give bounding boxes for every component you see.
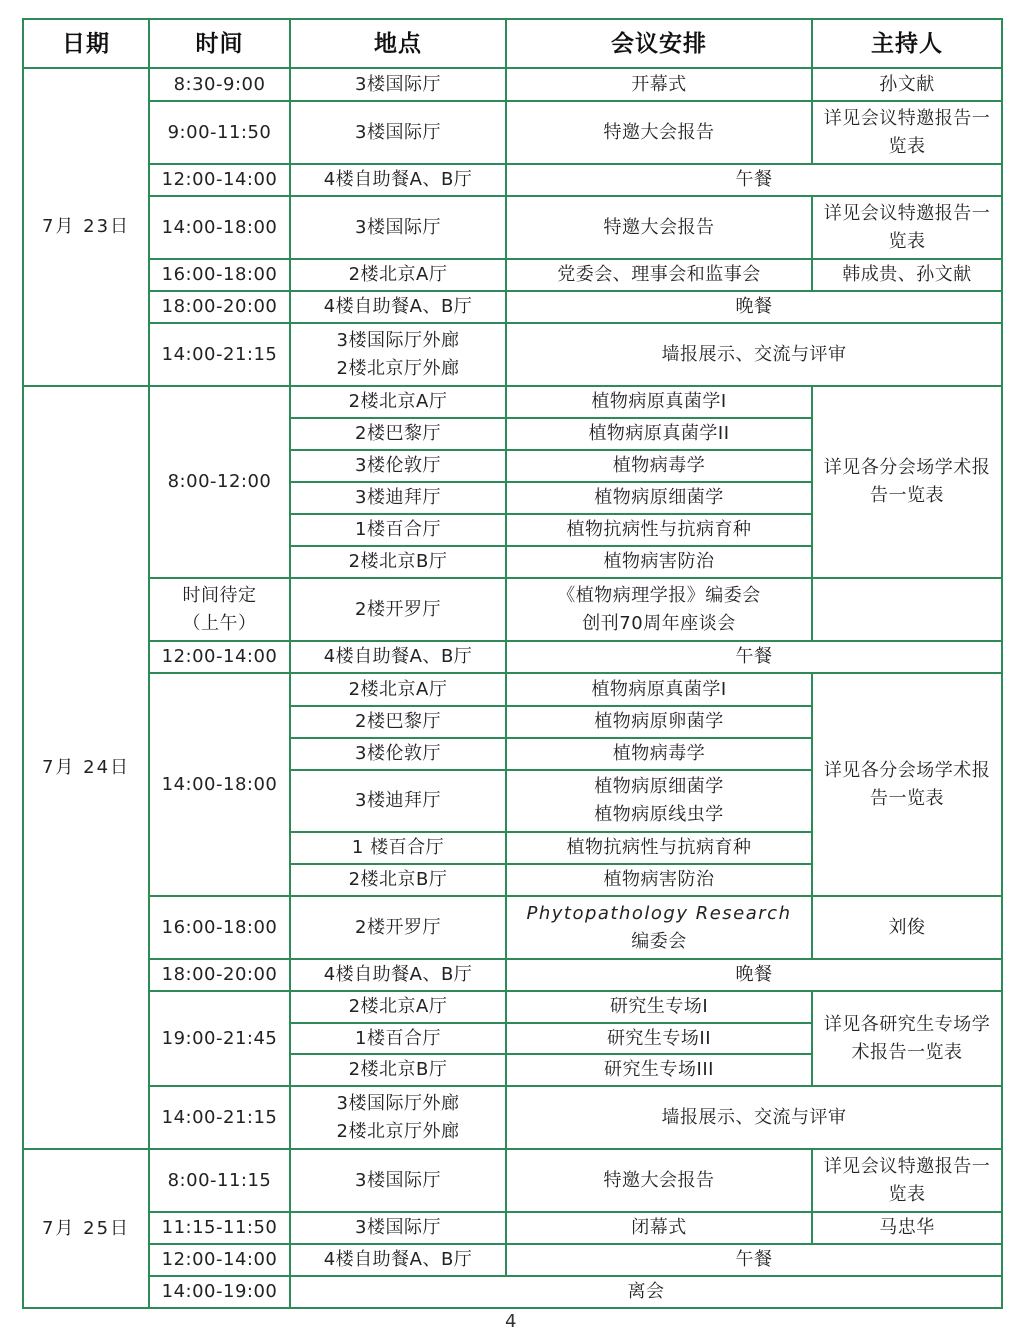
place-cell: 2楼开罗厅 — [290, 578, 506, 641]
agenda-cell: 墙报展示、交流与评审 — [506, 1086, 1002, 1149]
table-row — [23, 1276, 1002, 1308]
header-row — [23, 19, 1002, 68]
agenda-cell: 《植物病理学报》编委会 创刊70周年座谈会 — [506, 578, 812, 641]
table-row — [23, 1244, 1002, 1276]
table-row — [23, 1149, 1002, 1212]
time-cell: 11:15-11:50 — [149, 1212, 290, 1244]
date-cell: 7月 24日 — [23, 386, 149, 1149]
agenda-cell: 党委会、理事会和监事会 — [506, 259, 812, 291]
time-cell: 14:00-19:00 — [149, 1276, 290, 1308]
agenda-cell: 植物病原细菌学 植物病原线虫学 — [506, 770, 812, 832]
agenda-cell: 开幕式 — [506, 68, 812, 101]
place-cell: 2楼巴黎厅 — [290, 418, 506, 450]
time-cell: 时间待定 （上午） — [149, 578, 290, 641]
agenda-cell: 植物抗病性与抗病育种 — [506, 832, 812, 864]
place-cell: 4楼自助餐A、B厅 — [290, 291, 506, 323]
agenda-cell: 研究生专场I — [506, 991, 812, 1023]
place-cell: 3楼国际厅外廊 2楼北京厅外廊 — [290, 1086, 506, 1149]
place-cell: 2楼北京A厅 — [290, 259, 506, 291]
date-cell: 7月 23日 — [23, 68, 149, 386]
time-cell: 14:00-18:00 — [149, 196, 290, 259]
agenda-cell: 午餐 — [506, 1244, 1002, 1276]
date-cell: 7月 25日 — [23, 1149, 149, 1308]
table-row — [23, 896, 1002, 959]
table-row — [23, 673, 1002, 706]
agenda-cell: 闭幕式 — [506, 1212, 812, 1244]
header-host: 主持人 — [812, 19, 1002, 68]
schedule-body — [23, 68, 1002, 1308]
table-row — [23, 101, 1002, 164]
agenda-cell: 特邀大会报告 — [506, 196, 812, 259]
time-cell: 9:00-11:50 — [149, 101, 290, 164]
table-row — [23, 291, 1002, 323]
place-cell: 3楼国际厅 — [290, 1212, 506, 1244]
page-number: 4 — [505, 1311, 517, 1332]
table-row — [23, 323, 1002, 386]
agenda-cell: 研究生专场III — [506, 1054, 812, 1086]
agenda-cell: 晚餐 — [506, 291, 1002, 323]
place-cell: 3楼伦敦厅 — [290, 450, 506, 482]
agenda-cell: 离会 — [290, 1276, 1002, 1308]
place-cell: 3楼迪拜厅 — [290, 482, 506, 514]
place-cell: 2楼北京A厅 — [290, 386, 506, 418]
time-cell: 8:00-11:15 — [149, 1149, 290, 1212]
place-cell: 3楼国际厅 — [290, 196, 506, 259]
agenda-cell: 植物病毒学 — [506, 450, 812, 482]
agenda-cell: 植物抗病性与抗病育种 — [506, 514, 812, 546]
place-cell: 1楼百合厅 — [290, 514, 506, 546]
header-time: 时间 — [149, 19, 290, 68]
time-cell: 14:00-21:15 — [149, 323, 290, 386]
place-cell: 2楼巴黎厅 — [290, 706, 506, 738]
table-row — [23, 68, 1002, 101]
board-label: 编委会 — [631, 930, 687, 952]
host-cell: 详见会议特邀报告一览表 — [812, 101, 1002, 164]
place-cell: 2楼开罗厅 — [290, 896, 506, 959]
time-cell: 16:00-18:00 — [149, 259, 290, 291]
place-cell: 4楼自助餐A、B厅 — [290, 959, 506, 991]
agenda-cell: 植物病原卵菌学 — [506, 706, 812, 738]
agenda-cell: 午餐 — [506, 641, 1002, 673]
place-cell: 2楼北京B厅 — [290, 546, 506, 578]
agenda-cell: 研究生专场II — [506, 1023, 812, 1054]
time-cell: 12:00-14:00 — [149, 164, 290, 196]
place-cell: 3楼国际厅外廊 2楼北京厅外廊 — [290, 323, 506, 386]
host-cell: 孙文献 — [812, 68, 1002, 101]
agenda-cell: 特邀大会报告 — [506, 101, 812, 164]
agenda-cell: 植物病原细菌学 — [506, 482, 812, 514]
host-cell: 详见会议特邀报告一览表 — [812, 196, 1002, 259]
place-cell: 3楼国际厅 — [290, 68, 506, 101]
table-row — [23, 959, 1002, 991]
table-row — [23, 164, 1002, 196]
table-row — [23, 991, 1002, 1023]
place-cell: 3楼迪拜厅 — [290, 770, 506, 832]
place-cell: 3楼伦敦厅 — [290, 738, 506, 770]
agenda-cell: 特邀大会报告 — [506, 1149, 812, 1212]
header-date: 日期 — [23, 19, 149, 68]
place-cell: 1楼百合厅 — [290, 1023, 506, 1054]
table-row — [23, 578, 1002, 641]
host-cell: 详见各分会场学术报告一览表 — [812, 386, 1002, 578]
agenda-cell: 植物病原真菌学I — [506, 386, 812, 418]
place-cell: 4楼自助餐A、B厅 — [290, 641, 506, 673]
time-cell: 8:30-9:00 — [149, 68, 290, 101]
time-cell: 16:00-18:00 — [149, 896, 290, 959]
time-cell: 18:00-20:00 — [149, 291, 290, 323]
host-cell: 详见各分会场学术报告一览表 — [812, 673, 1002, 896]
journal-title: Phytopathology Research — [526, 902, 792, 924]
place-cell: 2楼北京A厅 — [290, 991, 506, 1023]
agenda-cell: 晚餐 — [506, 959, 1002, 991]
agenda-cell: 植物病害防治 — [506, 864, 812, 896]
host-cell: 韩成贵、孙文献 — [812, 259, 1002, 291]
place-cell: 4楼自助餐A、B厅 — [290, 1244, 506, 1276]
time-cell: 12:00-14:00 — [149, 641, 290, 673]
time-cell: 19:00-21:45 — [149, 991, 290, 1086]
agenda-cell: 午餐 — [506, 164, 1002, 196]
time-cell: 14:00-21:15 — [149, 1086, 290, 1149]
header-agenda: 会议安排 — [506, 19, 812, 68]
agenda-cell: 植物病害防治 — [506, 546, 812, 578]
host-cell: 详见会议特邀报告一览表 — [812, 1149, 1002, 1212]
host-cell: 刘俊 — [812, 896, 1002, 959]
place-cell: 2楼北京A厅 — [290, 673, 506, 706]
place-cell: 3楼国际厅 — [290, 101, 506, 164]
table-row — [23, 386, 1002, 418]
host-cell: 马忠华 — [812, 1212, 1002, 1244]
table-row — [23, 1086, 1002, 1149]
time-cell: 18:00-20:00 — [149, 959, 290, 991]
header-place: 地点 — [290, 19, 506, 68]
table-row — [23, 259, 1002, 291]
table-row — [23, 196, 1002, 259]
time-cell: 8:00-12:00 — [149, 386, 290, 578]
time-cell: 12:00-14:00 — [149, 1244, 290, 1276]
place-cell: 3楼国际厅 — [290, 1149, 506, 1212]
time-cell: 14:00-18:00 — [149, 673, 290, 896]
agenda-cell: 植物病毒学 — [506, 738, 812, 770]
agenda-cell: 植物病原真菌学I — [506, 673, 812, 706]
host-cell — [812, 578, 1002, 641]
table-row — [23, 641, 1002, 673]
host-cell: 详见各研究生专场学术报告一览表 — [812, 991, 1002, 1086]
place-cell: 2楼北京B厅 — [290, 864, 506, 896]
agenda-cell: 墙报展示、交流与评审 — [506, 323, 1002, 386]
schedule-table — [22, 18, 1003, 1309]
place-cell: 1 楼百合厅 — [290, 832, 506, 864]
table-row — [23, 1212, 1002, 1244]
place-cell: 4楼自助餐A、B厅 — [290, 164, 506, 196]
place-cell: 2楼北京B厅 — [290, 1054, 506, 1086]
agenda-cell: 植物病原真菌学II — [506, 418, 812, 450]
agenda-cell — [506, 896, 812, 959]
